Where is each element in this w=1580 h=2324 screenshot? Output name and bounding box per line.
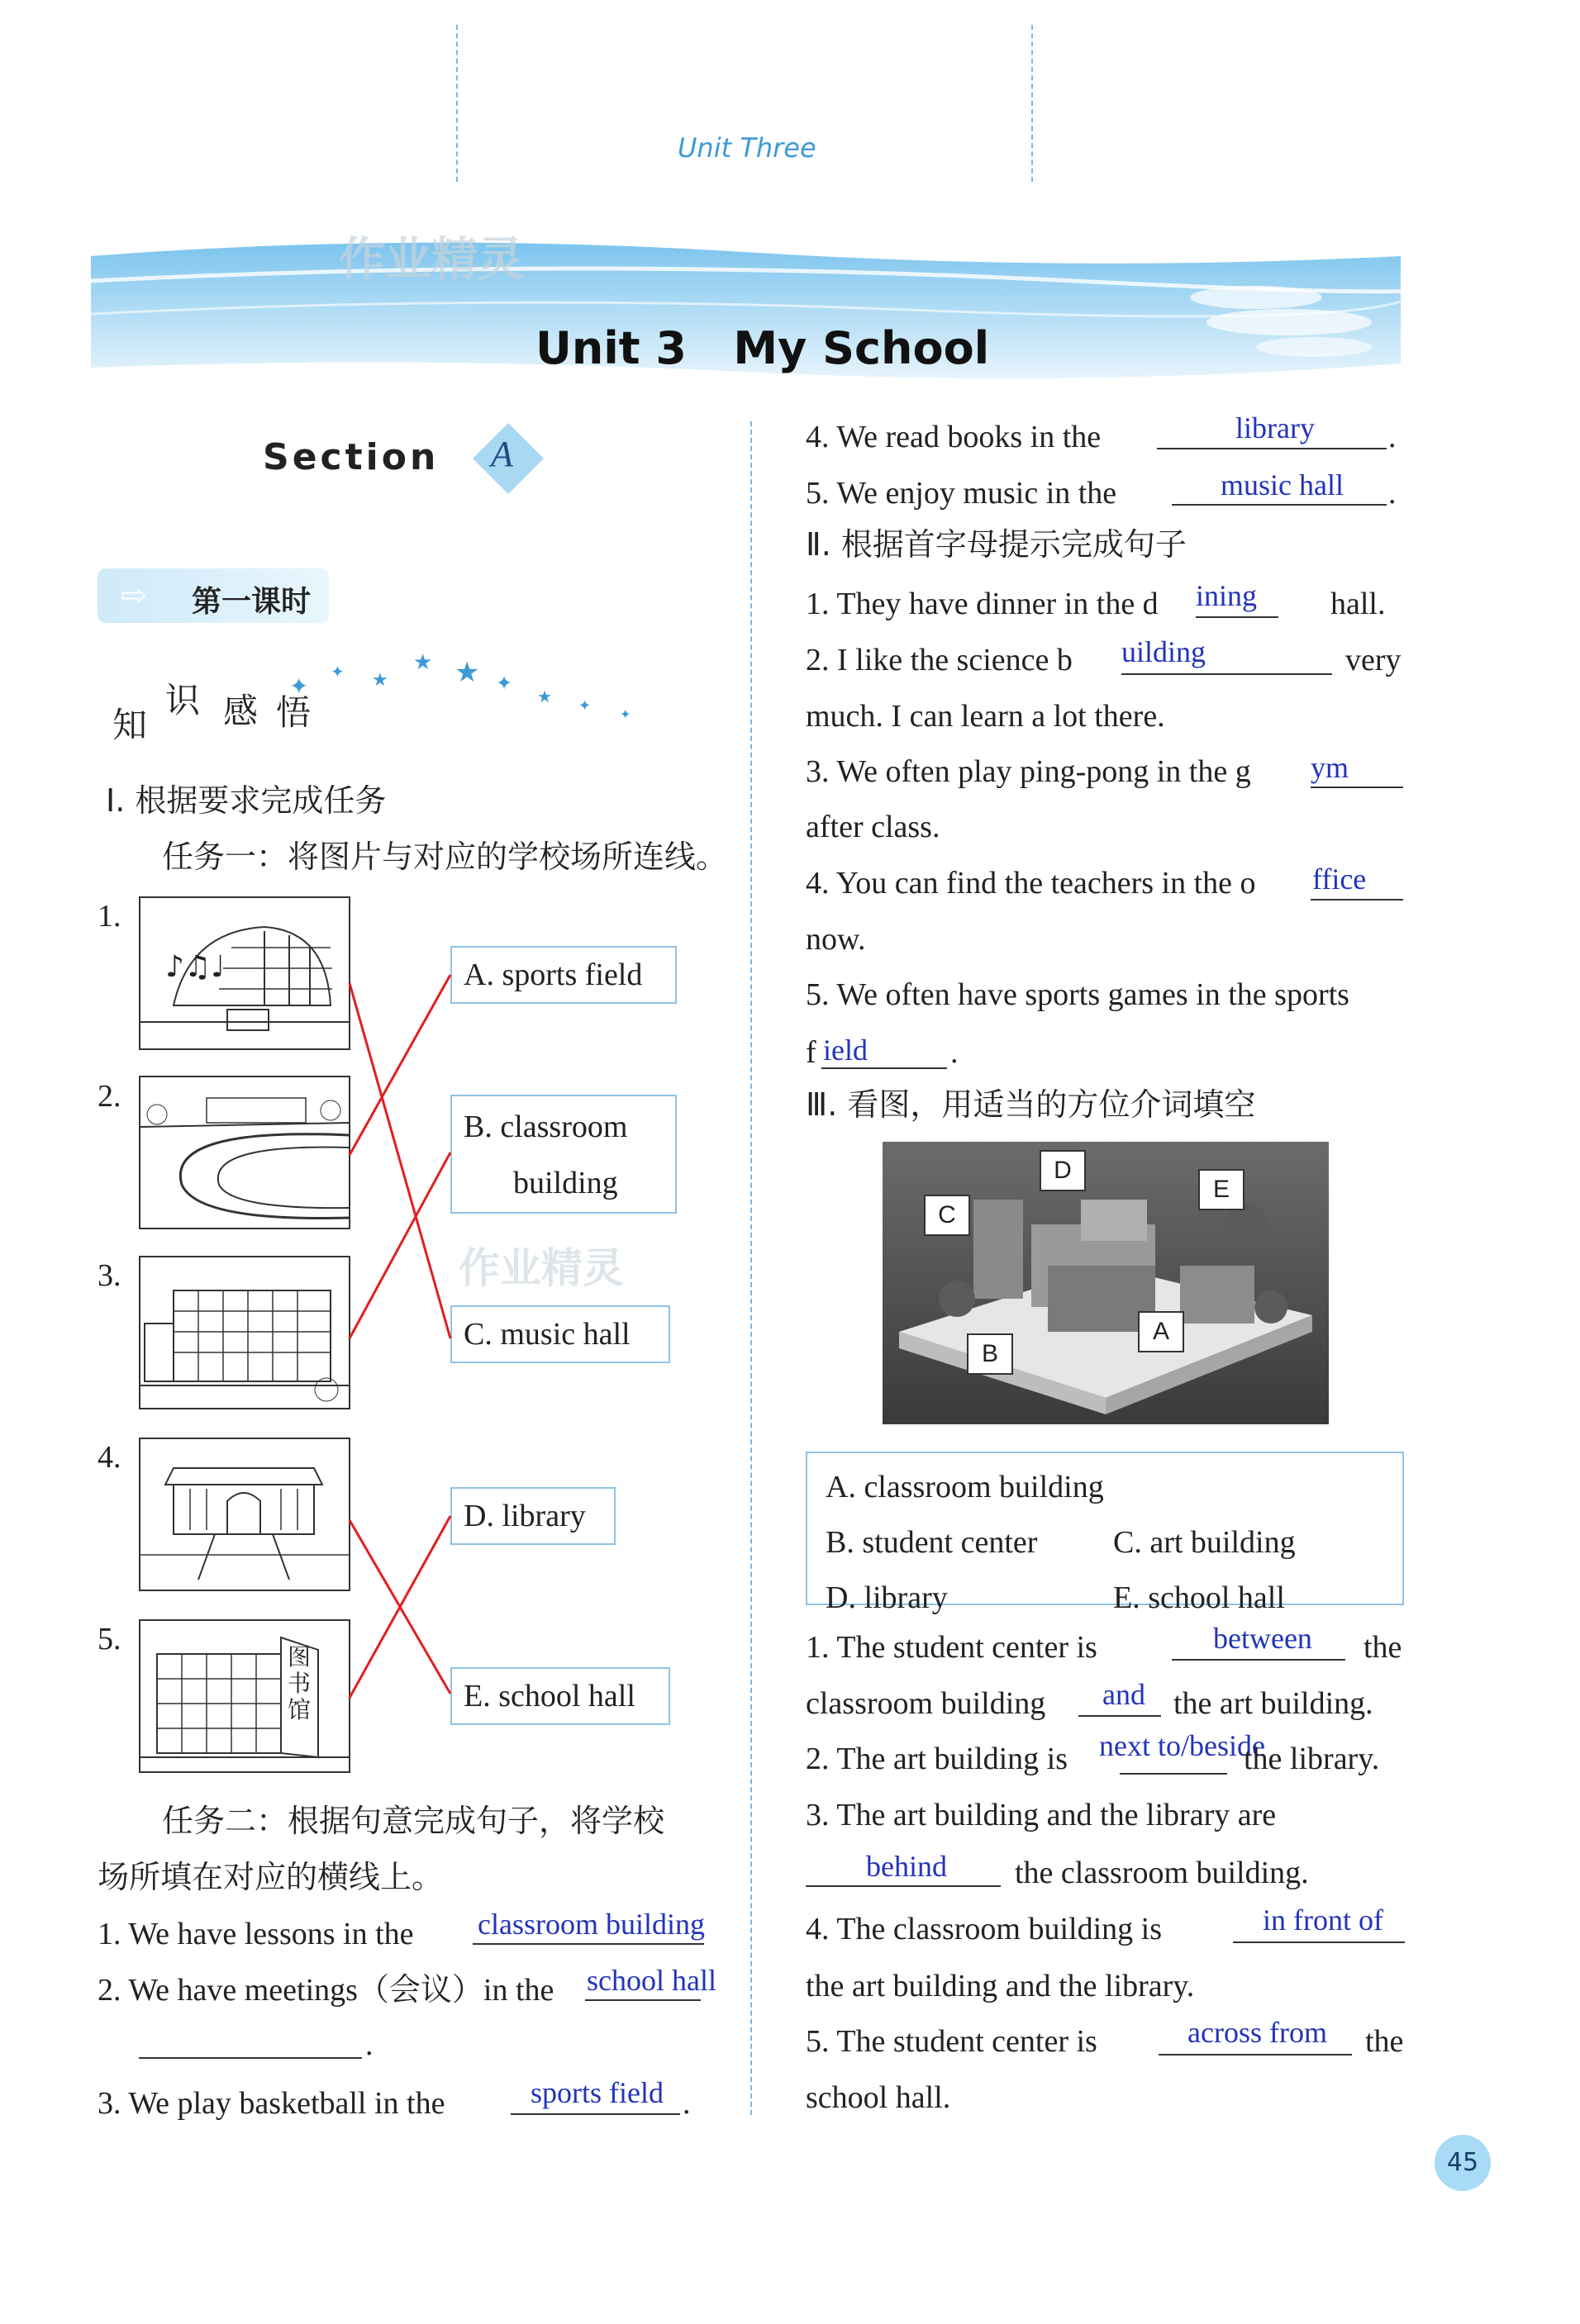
p3-q4-line2: the art building and the library.	[806, 1969, 1195, 2003]
p2-q5-blank[interactable]	[821, 1067, 947, 1069]
task2-q1-blank[interactable]	[473, 1943, 704, 1945]
p3-q5-text: 5. The student center is	[806, 2024, 1097, 2059]
svg-text:★: ★	[537, 687, 552, 706]
stars-decoration-icon	[281, 644, 661, 735]
right-q4-blank[interactable]	[1157, 448, 1387, 449]
p3-q1-answer2[interactable]: and	[1102, 1678, 1145, 1711]
picture-classroom-building	[139, 1256, 350, 1409]
p3-q4-answer[interactable]: in front of	[1263, 1903, 1383, 1937]
knowledge-char-1: 知	[112, 705, 148, 745]
picture-school-hall	[139, 1438, 350, 1591]
svg-text:✦: ✦	[578, 697, 592, 715]
p2-q2-text: 2. I like the science b	[806, 643, 1073, 677]
match-line-1-c	[350, 983, 450, 1338]
match-line-2-a	[350, 975, 450, 1155]
p2-q2-post: very	[1345, 643, 1402, 677]
legend-c: C. art building	[1113, 1525, 1296, 1560]
right-q4-answer[interactable]: library	[1235, 411, 1315, 444]
section-label: Section	[263, 436, 440, 478]
image-label-a: A	[1138, 1311, 1184, 1352]
p3-q5-blank[interactable]	[1159, 2054, 1352, 2055]
svg-text:✦: ✦	[496, 672, 513, 695]
p2-q3-answer[interactable]: ym	[1311, 751, 1349, 784]
knowledge-char-3: 感	[223, 691, 259, 731]
part3-heading: Ⅲ. 看图，用适当的方位介词填空	[806, 1086, 1256, 1123]
picture-library	[139, 1619, 350, 1773]
p2-q5-line1: 5. We often have sports games in the sports	[806, 977, 1349, 1012]
p3-q1-post: the	[1363, 1630, 1402, 1665]
right-q5-answer[interactable]: music hall	[1221, 468, 1344, 501]
p2-q5-period: .	[950, 1035, 959, 1070]
p3-q2-text: 2. The art building is	[806, 1742, 1068, 1776]
knowledge-char-4: 悟	[276, 692, 312, 733]
matching-lines	[347, 950, 454, 1743]
knowledge-char-2: 识	[165, 680, 201, 720]
option-c-label: C. music hall	[464, 1317, 631, 1352]
p2-q1-post: hall.	[1330, 587, 1386, 621]
right-q5-period: .	[1388, 476, 1397, 511]
header-divider-left	[456, 25, 458, 182]
watermark-middle: 作业精灵	[459, 1244, 624, 1292]
option-b-label-line2: building	[513, 1166, 618, 1200]
option-a-box[interactable]	[450, 946, 677, 1004]
image-label-e: E	[1198, 1169, 1244, 1210]
legend-e: E. school hall	[1113, 1580, 1285, 1615]
p3-q1-line2-post: the art building.	[1173, 1686, 1373, 1721]
watermark-top: 作业精灵	[339, 233, 524, 287]
picture-music-hall	[139, 896, 350, 1050]
p3-q5-answer[interactable]: across from	[1187, 2016, 1327, 2049]
image-label-c: C	[924, 1195, 970, 1236]
option-b-label: B. classroom	[464, 1110, 628, 1144]
p3-q1-line2-pre: classroom building	[806, 1686, 1046, 1721]
p2-q4-text: 4. You can find the teachers in the o	[806, 866, 1256, 901]
campus-photo	[883, 1142, 1329, 1424]
option-d-label: D. library	[464, 1499, 586, 1533]
p2-q5-answer[interactable]: ield	[823, 1034, 868, 1067]
part1-heading: Ⅰ. 根据要求完成任务	[106, 782, 387, 819]
title-banner	[83, 223, 1405, 405]
picture-number-4: 4.	[98, 1440, 121, 1475]
task2-q3-answer[interactable]: sports field	[531, 2076, 664, 2109]
svg-text:★: ★	[413, 650, 433, 675]
p3-q5-line2: school hall.	[806, 2080, 951, 2115]
p3-q1-blank[interactable]	[1172, 1659, 1345, 1661]
svg-text:★: ★	[372, 670, 388, 691]
p3-q2-blank[interactable]	[1120, 1773, 1227, 1775]
part2-heading: Ⅱ. 根据首字母提示完成句子	[806, 526, 1187, 563]
p2-q3-blank[interactable]	[1311, 787, 1403, 788]
p3-q1-blank2[interactable]	[1078, 1715, 1161, 1717]
task2-q1-text: 1. We have lessons in the	[98, 1917, 414, 1951]
right-q5-blank[interactable]	[1172, 504, 1387, 506]
picture-number-2: 2.	[98, 1079, 121, 1114]
task2-instruction-1: 任务二：根据句意完成句子，将学校	[162, 1803, 665, 1839]
legend-d: D. library	[826, 1580, 948, 1615]
right-q4-text: 4. We read books in the	[806, 420, 1102, 454]
picture-number-5: 5.	[98, 1622, 121, 1656]
task2-instruction-2: 场所填在对应的横线上。	[98, 1859, 444, 1895]
picture-sports-field	[139, 1076, 350, 1229]
svg-text:✦: ✦	[289, 672, 309, 700]
p3-q2-post: the library.	[1244, 1742, 1380, 1776]
svg-text:✦: ✦	[620, 706, 631, 722]
match-line-5-d	[350, 1516, 450, 1698]
task1-instruction: 任务一：将图片与对应的学校场所连线。	[162, 839, 728, 875]
task2-q3-text: 3. We play basketball in the	[98, 2086, 445, 2121]
header-divider-right	[1031, 25, 1033, 182]
p2-q3-line2: after class.	[806, 810, 940, 844]
legend-a: A. classroom building	[826, 1470, 1104, 1504]
option-d-box[interactable]	[450, 1487, 616, 1545]
option-a-label: A. sports field	[464, 958, 643, 992]
page-number: 45	[1446, 2148, 1479, 2177]
svg-text:★: ★	[454, 656, 480, 689]
picture-number-1: 1.	[98, 899, 121, 934]
option-e-box[interactable]	[450, 1667, 670, 1725]
option-c-box[interactable]	[450, 1305, 670, 1363]
image-label-b: B	[967, 1333, 1013, 1375]
arrow-icon: ⇨	[121, 577, 147, 613]
running-head: Unit Three	[678, 132, 816, 164]
image-label-d: D	[1040, 1150, 1086, 1191]
p2-q1-text: 1. They have dinner in the d	[806, 587, 1159, 621]
p2-q1-blank[interactable]	[1196, 616, 1278, 618]
p2-q2-blank[interactable]	[1121, 673, 1332, 675]
p2-q4-answer[interactable]: ffice	[1312, 863, 1367, 896]
legend-box	[806, 1452, 1404, 1615]
lesson-badge-label: 第一课时	[192, 585, 312, 619]
p3-q3-line1: 3. The art building and the library are	[806, 1798, 1277, 1832]
task2-q2-text: 2. We have meetings（会议）in the	[98, 1973, 554, 2008]
p3-q4-text: 4. The classroom building is	[806, 1912, 1162, 1946]
task2-q3-blank[interactable]	[511, 2113, 680, 2115]
p3-q3-answer[interactable]: behind	[866, 1850, 947, 1883]
match-line-3-b	[350, 1152, 450, 1338]
p2-q2-line2: much. I can learn a lot there.	[806, 699, 1165, 734]
task2-q2-blank[interactable]	[585, 1999, 701, 2001]
p2-q1-answer[interactable]: ining	[1196, 579, 1258, 612]
p3-q4-blank[interactable]	[1233, 1941, 1405, 1943]
svg-text:✦: ✦	[331, 662, 345, 682]
right-q4-period: .	[1388, 420, 1397, 454]
p3-q2-answer[interactable]: next to/beside	[1099, 1729, 1265, 1762]
svg-text:♪♫♩: ♪♫♩	[165, 950, 226, 984]
p3-q1-text: 1. The student center is	[806, 1630, 1097, 1665]
task2-q2-blank-2[interactable]	[139, 2057, 362, 2059]
task2-q2-answer[interactable]: school hall	[587, 1964, 716, 1997]
library-sign: 图书馆	[288, 1643, 312, 1723]
p3-q3-blank[interactable]	[806, 1885, 1001, 1887]
option-b-box[interactable]	[450, 1095, 677, 1214]
section-letter: A	[491, 434, 513, 474]
task2-q2-period: .	[365, 2027, 374, 2062]
p3-q1-answer[interactable]: between	[1213, 1622, 1312, 1655]
unit-title: Unit 3 My School	[535, 322, 990, 374]
task2-q3-period: .	[683, 2086, 691, 2121]
picture-number-3: 3.	[98, 1258, 121, 1293]
p2-q3-text: 3. We often play ping-pong in the g	[806, 754, 1251, 789]
p2-q4-line2: now.	[806, 922, 866, 957]
task2-q1-answer[interactable]: classroom building	[478, 1908, 705, 1941]
column-divider	[750, 421, 752, 2115]
p2-q2-answer[interactable]: uilding	[1121, 635, 1206, 668]
p3-q5-post: the	[1365, 2024, 1404, 2059]
p3-q3-post: the classroom building.	[1015, 1856, 1309, 1890]
p2-q4-blank[interactable]	[1311, 899, 1403, 901]
p2-q5-text: f	[806, 1035, 816, 1070]
legend-b: B. student center	[826, 1525, 1038, 1560]
option-e-label: E. school hall	[464, 1679, 635, 1713]
right-q5-text: 5. We enjoy music in the	[806, 476, 1117, 511]
